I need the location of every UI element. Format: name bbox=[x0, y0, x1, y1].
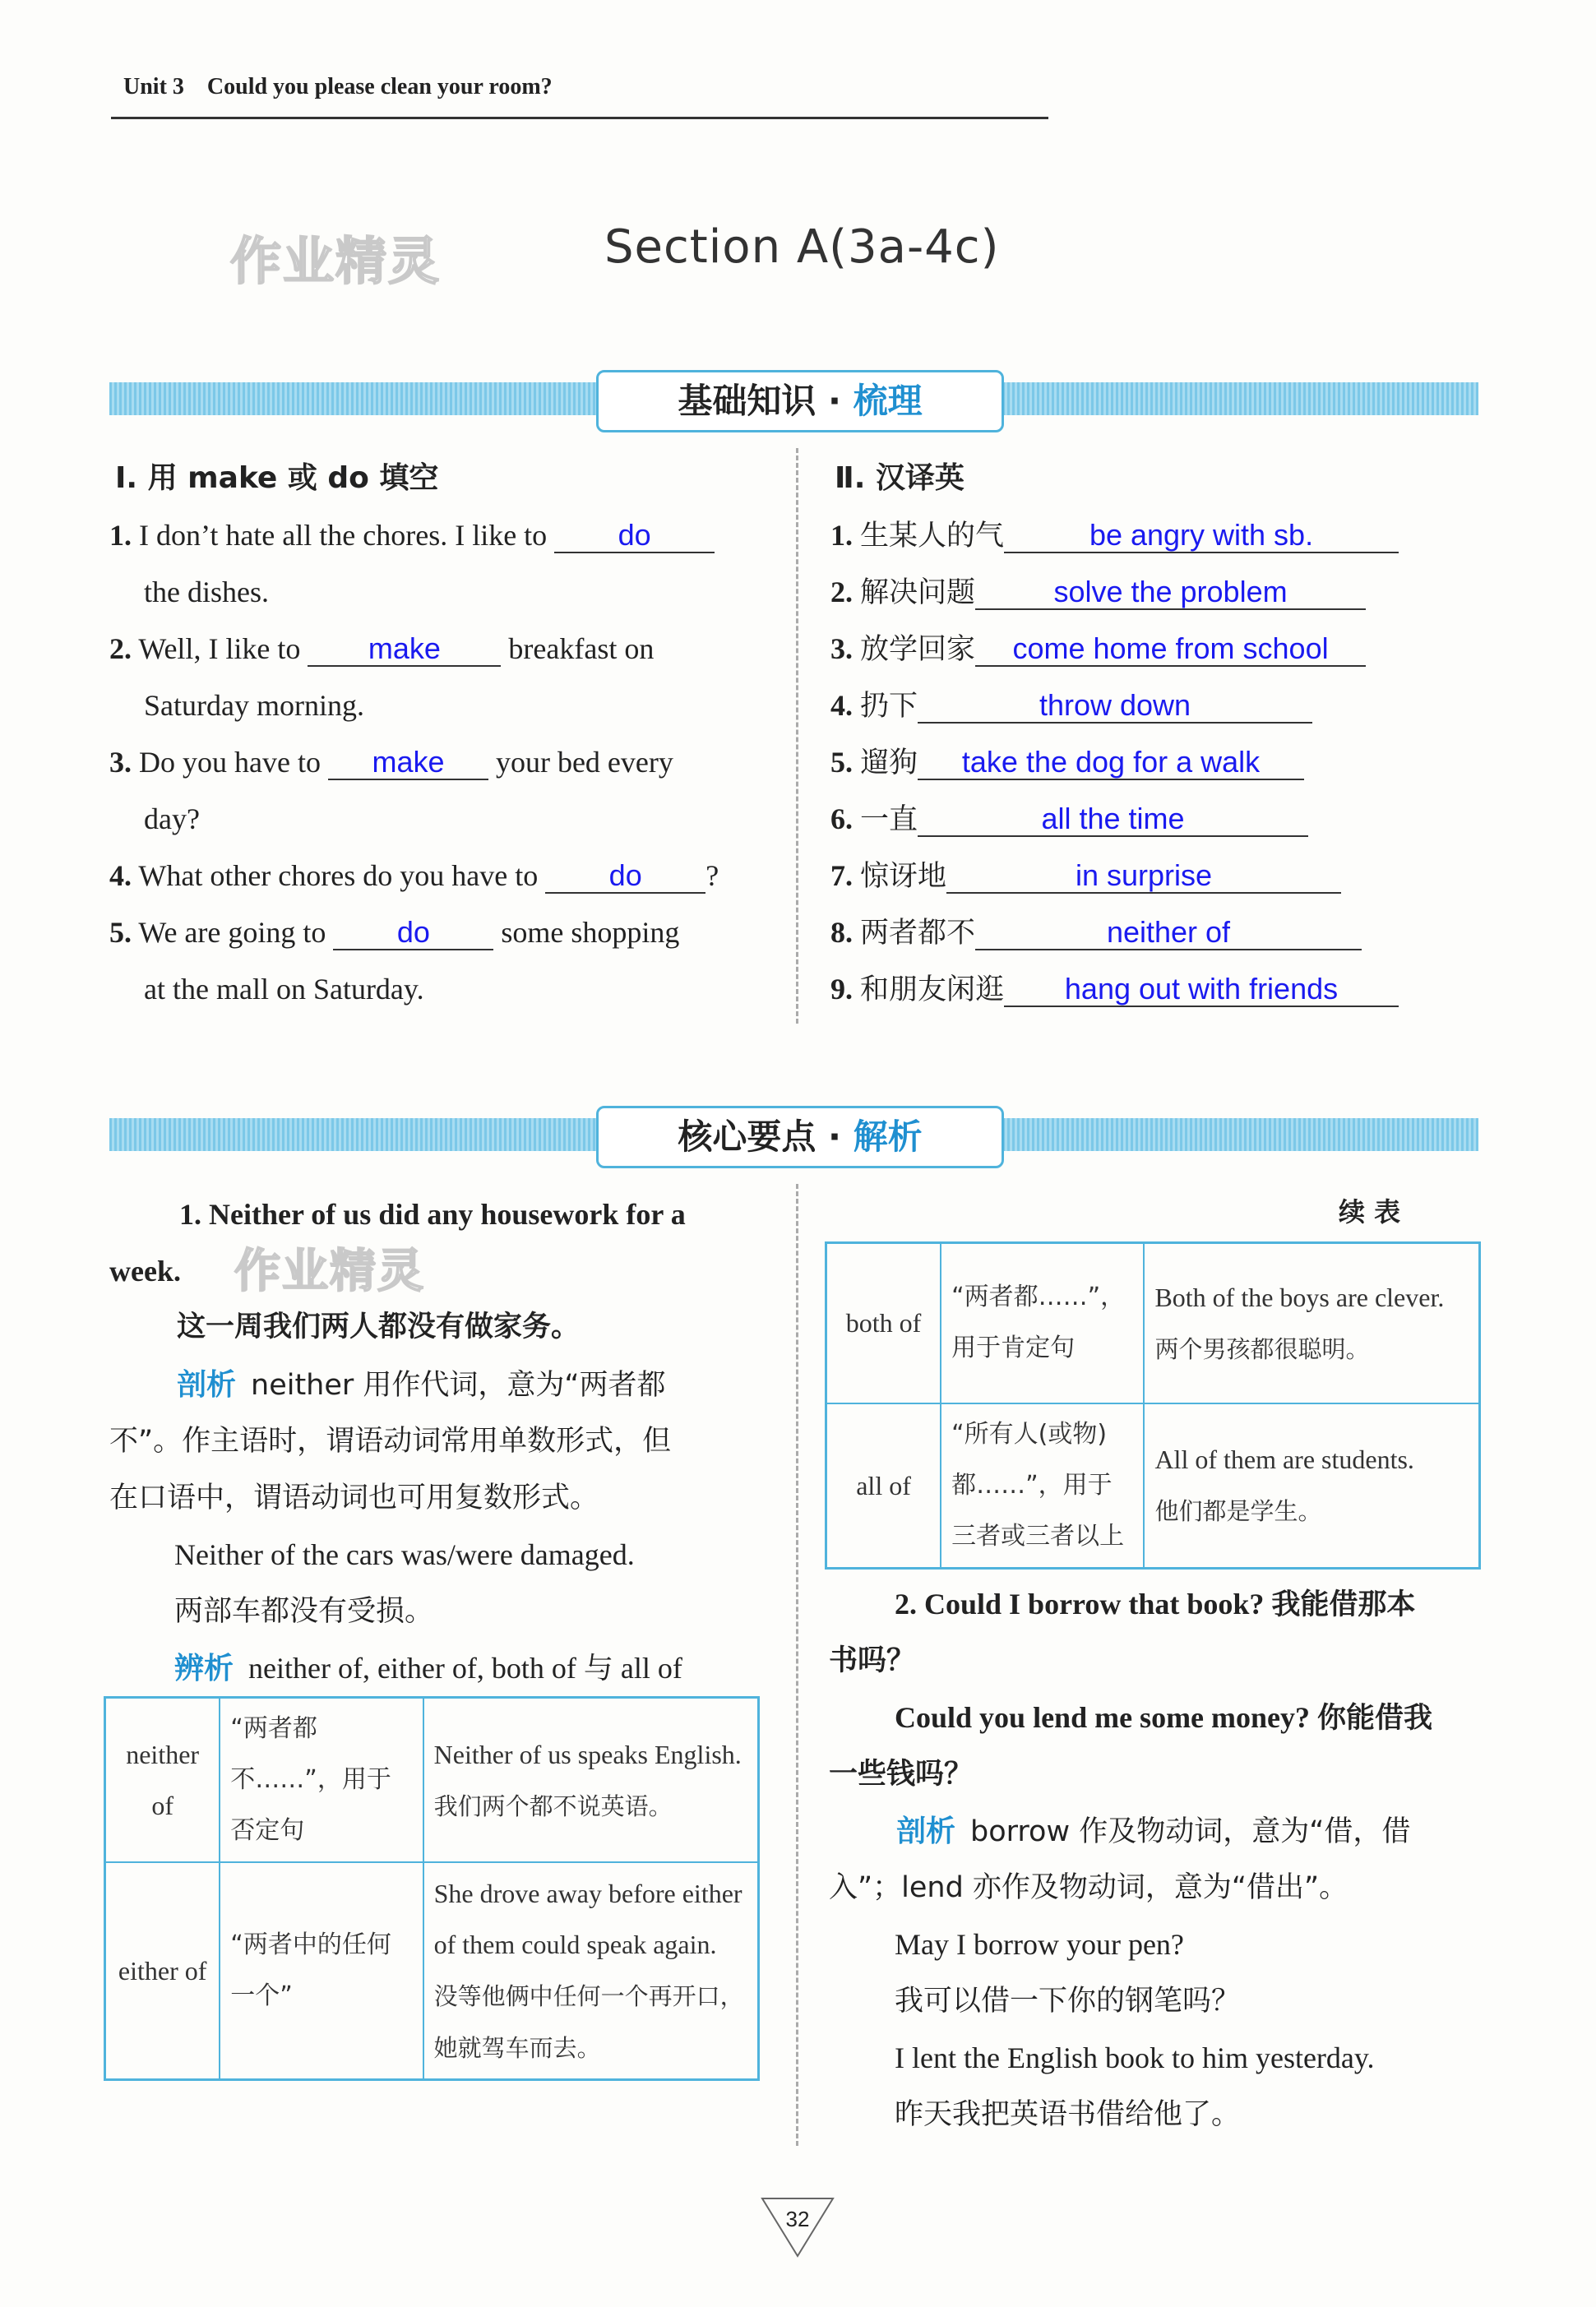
translation-item: 5. 遛狗 take the dog for a walk bbox=[830, 734, 1472, 792]
page-number: 32 bbox=[785, 2207, 810, 2231]
table-example: Both of the boys are clever. 两个男孩都很聪明。 bbox=[1144, 1243, 1479, 1403]
point1-analysis: 剖析 neither 用作代词，意为“两者都 bbox=[177, 1368, 666, 1402]
point2-example2-zh: 昨天我把英语书借给他了。 bbox=[895, 2098, 1241, 2131]
point2-example2-en: I lent the English book to him yesterday. bbox=[895, 2041, 1375, 2074]
translation-item: 2. 解决问题 solve the problem bbox=[830, 564, 1472, 622]
answer-blank[interactable]: be angry with sb. bbox=[1004, 519, 1399, 553]
unit-title: Could you please clean your room? bbox=[206, 74, 553, 99]
continued-label: 续 表 bbox=[1339, 1196, 1401, 1227]
point2-question: 2. Could I borrow that book? 我能借那本 bbox=[895, 1588, 1416, 1621]
fill-question-2: 2. Well, I like to make breakfast on bbox=[109, 631, 655, 665]
fill-question-3: 3. Do you have to make your bed every bbox=[109, 745, 673, 779]
point1-translation: 这一周我们两人都没有做家务。 bbox=[177, 1311, 581, 1343]
band-label-points: 核心要点 · 解析 bbox=[596, 1106, 1004, 1168]
comparison-table bbox=[104, 1696, 760, 2081]
point1-sentence-cont: week. bbox=[109, 1255, 181, 1288]
point1-compare: 辨析 neither of, either of, both of 与 all of bbox=[174, 1652, 682, 1685]
answer-blank[interactable]: hang out with friends bbox=[1004, 973, 1399, 1007]
table-example: She drove away before either of them could speak again. 没等他俩中任何一个再开口，她就驾车而去。 bbox=[423, 1862, 759, 2080]
running-header bbox=[123, 74, 553, 100]
fill-question-1-cont: the dishes. bbox=[144, 576, 269, 608]
point2-analysis: 剖析 borrow 作及物动词，意为“借，借 bbox=[896, 1815, 1411, 1848]
translation-item: 9. 和朋友闲逛 hang out with friends bbox=[830, 961, 1472, 1019]
translation-item: 4. 扔下 throw down bbox=[830, 677, 1472, 735]
answer-blank[interactable]: do bbox=[554, 519, 715, 553]
column-divider bbox=[796, 448, 798, 1024]
point1-example-en: Neither of the cars was/were damaged. bbox=[174, 1538, 635, 1571]
answer-blank[interactable]: throw down bbox=[918, 689, 1312, 724]
point1-sentence: 1. Neither of us did any housework for a bbox=[179, 1198, 686, 1231]
fill-question-3-cont: day? bbox=[144, 802, 200, 835]
point1-analysis-line3: 在口语中，谓语动词也可用复数形式。 bbox=[109, 1482, 599, 1514]
answer-blank[interactable]: in surprise bbox=[946, 859, 1341, 894]
table-key: all of bbox=[826, 1403, 941, 1569]
table-usage: “两者都不……”，用于否定句 bbox=[220, 1698, 423, 1863]
point2-question-cont: 书吗？ bbox=[829, 1644, 916, 1677]
table-example: All of them are students. 他们都是学生。 bbox=[1144, 1403, 1479, 1569]
translation-item: 8. 两者都不 neither of bbox=[830, 904, 1472, 962]
header-rule bbox=[111, 117, 1048, 119]
watermark-logo: 作业精灵 bbox=[230, 231, 442, 291]
table-row bbox=[826, 1403, 1480, 1569]
column-divider bbox=[796, 1184, 798, 2146]
fill-question-4: 4. What other chores do you have to do ? bbox=[109, 858, 719, 892]
table-row bbox=[105, 1698, 759, 1863]
point2-question2: Could you lend me some money? 你能借我 bbox=[895, 1701, 1433, 1735]
translation-item: 6. 一直 all the time bbox=[830, 791, 1472, 848]
answer-blank[interactable]: take the dog for a walk bbox=[918, 746, 1304, 780]
table-row bbox=[826, 1243, 1480, 1403]
answer-blank[interactable]: solve the problem bbox=[975, 576, 1366, 610]
table-key: both of bbox=[826, 1243, 941, 1403]
point2-example1-en: May I borrow your pen? bbox=[895, 1928, 1184, 1961]
fill-question-2-cont: Saturday morning. bbox=[144, 689, 364, 722]
point2-example1-zh: 我可以借一下你的钢笔吗？ bbox=[895, 1985, 1241, 2018]
answer-blank[interactable]: make bbox=[308, 632, 501, 667]
watermark-logo: 作业精灵 bbox=[234, 1245, 425, 1298]
point1-example-zh: 两部车都没有受损。 bbox=[174, 1595, 434, 1628]
band-label-basics: 基础知识 · 梳理 bbox=[596, 370, 1004, 432]
translation-item: 7. 惊讶地 in surprise bbox=[830, 848, 1472, 905]
comparison-table-continued bbox=[825, 1241, 1481, 1570]
unit-label: Unit 3 bbox=[123, 74, 184, 99]
point2-analysis-line2: 入”；lend 亦作及物动词，意为“借出”。 bbox=[829, 1871, 1349, 1904]
table-usage: “两者中的任何一个” bbox=[220, 1862, 423, 2080]
table-example: Neither of us speaks English. 我们两个都不说英语。 bbox=[423, 1698, 759, 1863]
fill-question-5-cont: at the mall on Saturday. bbox=[144, 973, 424, 1006]
point2-question2-cont: 一些钱吗？ bbox=[829, 1758, 974, 1791]
part1-heading: Ⅰ. 用 make 或 do 填空 bbox=[115, 461, 439, 495]
section-title: Section A(3a-4c) bbox=[604, 220, 1000, 274]
table-usage: “所有人(或物)都……”，用于三者或三者以上 bbox=[941, 1403, 1144, 1569]
answer-blank[interactable]: do bbox=[333, 916, 493, 950]
translation-item: 1. 生某人的气 be angry with sb. bbox=[830, 507, 1472, 565]
fill-question-1: 1. I don’t hate all the chores. I like to do bbox=[109, 507, 767, 564]
table-key: either of bbox=[105, 1862, 220, 2080]
fill-question-5: 5. We are going to do some shopping bbox=[109, 915, 680, 949]
part2-heading: Ⅱ. 汉译英 bbox=[835, 461, 965, 495]
table-key: neither of bbox=[105, 1698, 220, 1863]
answer-blank[interactable]: do bbox=[545, 859, 705, 894]
page-number-badge bbox=[761, 2194, 835, 2259]
table-row bbox=[105, 1862, 759, 2080]
compare-tag: 辨析 bbox=[174, 1652, 234, 1685]
answer-blank[interactable]: come home from school bbox=[975, 632, 1366, 667]
answer-blank[interactable]: all the time bbox=[918, 802, 1308, 837]
answer-blank[interactable]: neither of bbox=[975, 916, 1362, 950]
point1-analysis-line2: 不”。作主语时，谓语动词常用单数形式，但 bbox=[109, 1425, 672, 1458]
answer-blank[interactable]: make bbox=[328, 746, 488, 780]
table-usage: “两者都……”，用于肯定句 bbox=[941, 1243, 1144, 1403]
translation-item: 3. 放学回家 come home from school bbox=[830, 621, 1472, 678]
analysis-tag: 剖析 bbox=[177, 1368, 237, 1402]
analysis-tag: 剖析 bbox=[896, 1815, 956, 1848]
